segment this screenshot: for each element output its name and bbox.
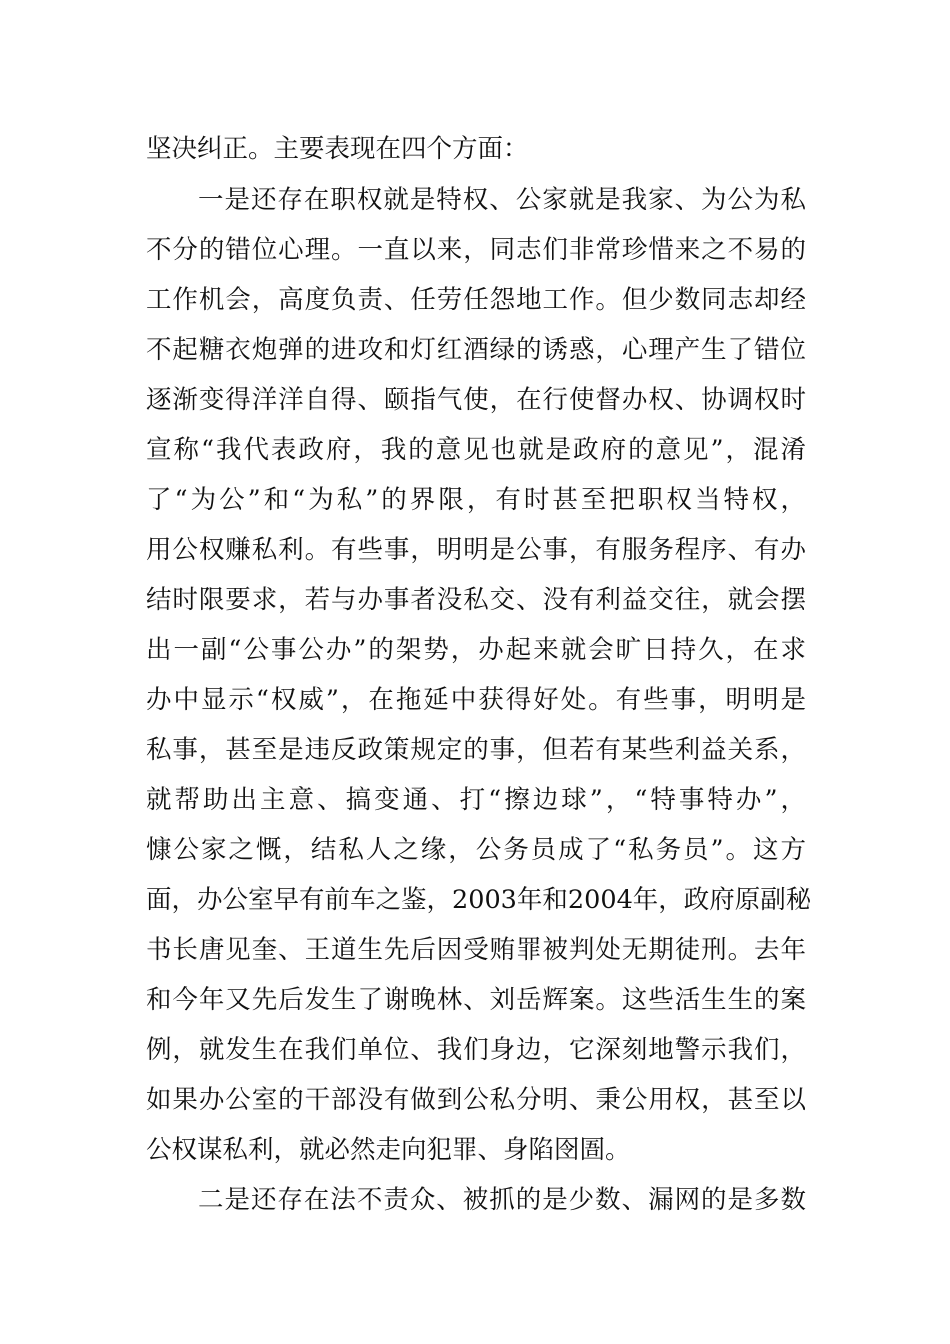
text-line: 宣称“我代表政府，我的意见也就是政府的意见”，混淆 <box>146 435 806 465</box>
text-line: 不起糖衣炮弹的进攻和灯红酒绿的诱惑，心理产生了错位 <box>146 335 806 365</box>
text-line: 结时限要求，若与办事者没私交、没有利益交往，就会摆 <box>146 585 806 615</box>
text-line: 书长唐见奎、王道生先后因受贿罪被判处无期徒刑。去年 <box>146 935 806 965</box>
text-line: 坚决纠正。主要表现在四个方面： <box>146 134 529 164</box>
paragraph-first-line: 一是还存在职权就是特权、公家就是我家、为公为私 <box>198 185 806 215</box>
text-line: 例，就发生在我们单位、我们身边，它深刻地警示我们， <box>146 1035 806 1065</box>
text-line: 不分的错位心理。一直以来，同志们非常珍惜来之不易的 <box>146 235 806 265</box>
text-line: 如果办公室的干部没有做到公私分明、秉公用权，甚至以 <box>146 1085 806 1115</box>
text-line: 逐渐变得洋洋自得、颐指气使，在行使督办权、协调权时 <box>146 385 806 415</box>
text-line: 用公权赚私利。有些事，明明是公事，有服务程序、有办 <box>146 535 806 565</box>
text-line: 了“为公”和“为私”的界限，有时甚至把职权当特权， <box>146 485 806 515</box>
text-line: 慷公家之慨，结私人之缘，公务员成了“私务员”。这方 <box>146 835 806 865</box>
text-line: 工作机会，高度负责、任劳任怨地工作。但少数同志却经 <box>146 285 806 315</box>
text-line: 私事，甚至是违反政策规定的事，但若有某些利益关系， <box>146 735 806 765</box>
text-line: 和今年又先后发生了谢晚林、刘岳辉案。这些活生生的案 <box>146 985 806 1015</box>
text-line: 就帮助出主意、搞变通、打“擦边球”，“特事特办”， <box>146 785 806 815</box>
text-line: 面，办公室早有前车之鉴，2003年和2004年，政府原副秘 <box>146 885 812 915</box>
text-line: 办中显示“权威”，在拖延中获得好处。有些事，明明是 <box>146 685 806 715</box>
text-line: 公权谋私利，就必然走向犯罪、身陷囹圄。 <box>146 1135 631 1165</box>
paragraph-first-line: 二是还存在法不责众、被抓的是少数、漏网的是多数 <box>198 1185 806 1215</box>
text-line: 出一副“公事公办”的架势，办起来就会旷日持久，在求 <box>146 635 806 665</box>
